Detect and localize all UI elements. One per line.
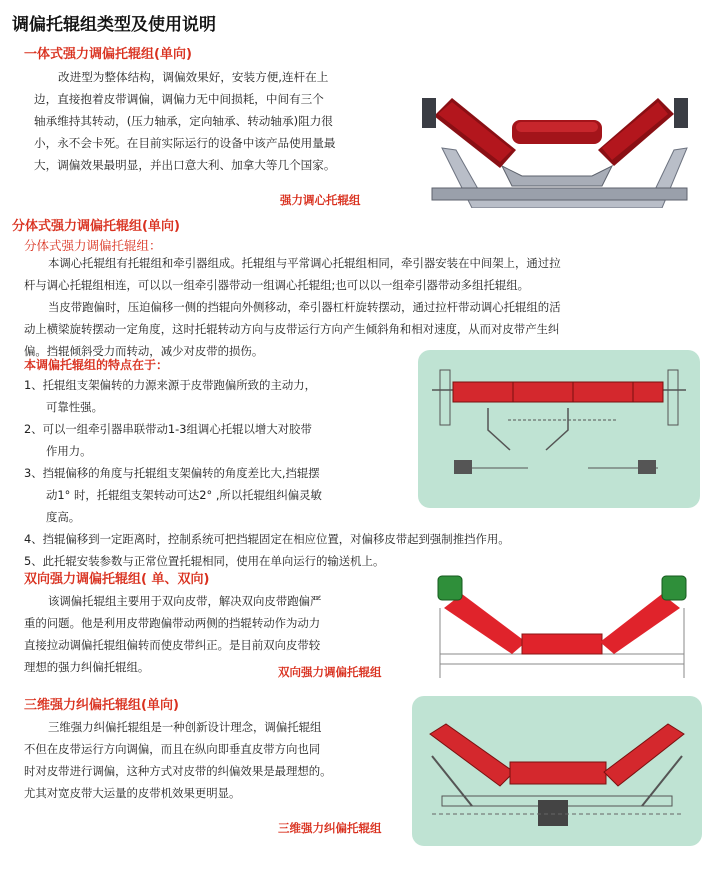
list-item: 4、挡辊偏移到一定距离时，控制系统可把挡辊固定在相应位置，对偏移皮带起到强制推挡作用。	[24, 532, 510, 546]
section1-caption: 强力调心托辊组	[280, 193, 361, 207]
page-title: 调偏托辊组类型及使用说明	[12, 15, 216, 35]
section4-heading: 三维强力纠偏托辊组(单向)	[24, 698, 179, 713]
section2-body	[24, 252, 700, 362]
section4-caption: 三维强力纠偏托辊组	[278, 821, 382, 835]
text-line: 理想的强力纠偏托辊组。	[24, 660, 150, 674]
text-line: 三维强力纠偏托辊组是一种创新设计理念，调偏托辊组	[48, 720, 322, 734]
text-line: 直接拉动调偏托辊组偏转而使皮带纠正。是目前双向皮带较	[24, 638, 321, 652]
text-line: 轴承维持其转动，(压力轴承，定向轴承、转动轴承)阻力很	[34, 114, 333, 128]
text-line: 时对皮带进行调偏，这种方式对皮带的纠偏效果是最理想的。	[24, 764, 332, 778]
idler-diagram-4	[412, 696, 702, 846]
roller-center	[512, 120, 602, 144]
list-item: 动1° 时，托辊组支架转动可达2° ,所以托辊组纠偏灵敏	[46, 488, 322, 502]
text-line: 改进型为整体结构，调偏效果好，安装方便,连杆在上	[58, 70, 329, 84]
section3-heading: 双向强力调偏托辊组( 单、双向)	[24, 572, 210, 587]
list-item: 1、托辊组支架偏转的力源来源于皮带跑偏所致的主动力，	[24, 378, 317, 392]
text-line: 重的问题。他是利用皮带跑偏带动两侧的挡辊转动作为动力	[24, 616, 321, 630]
section1-body	[34, 66, 404, 176]
text-line: 该调偏托辊组主要用于双向皮带，解决双向皮带跑偏严	[48, 594, 322, 608]
text-line: 本调心托辊组有托辊组和牵引器组成。托辊组与平常调心托辊组相同，牵引器安装在中间架上，通过拉	[48, 256, 561, 270]
section4-body	[24, 716, 408, 804]
list-item: 度高。	[46, 510, 81, 524]
text-line: 偏。挡辊倾斜受力而转动，减少对皮带的损伤。	[24, 344, 264, 358]
list-item: 2、可以一组牵引器串联带动1-3组调心托辊以增大对胶带	[24, 422, 312, 436]
idler-diagram-3	[422, 568, 702, 686]
text-line: 尤其对宽皮带大运量的皮带机效果更明显。	[24, 786, 241, 800]
text-line: 小，永不会卡死。在目前实际运行的设备中该产品使用量最	[34, 136, 336, 150]
text-line: 杆与调心托辊组相连，可以以一组牵引器带动一组调心托辊组;也可以以一组牵引器带动多组托辊组。	[24, 278, 530, 292]
text-line: 大，调偏效果最明显，并出口意大利、加拿大等几个国家。	[34, 158, 336, 172]
features-heading: 本调偏托辊组的特点在于：	[24, 358, 169, 372]
text-line: 不但在皮带运行方向调偏，而且在纵向即垂直皮带方向也同	[24, 742, 321, 756]
list-item: 3、挡辊偏移的角度与托辊组支架偏转的角度差比大,挡辊摆	[24, 466, 320, 480]
list-item: 作用力。	[46, 444, 92, 458]
list-item: 5、此托辊安装参数与正常位置托辊相同，使用在单向运行的输送机上。	[24, 554, 385, 568]
text-line: 当皮带跑偏时，压迫偏移一侧的挡辊向外侧移动，牵引器杠杆旋转摆动，通过拉杆带动调心托辊组的活	[48, 300, 561, 314]
idler-diagram-2	[418, 350, 700, 508]
idler-photo-1	[412, 58, 702, 208]
section1-heading: 一体式强力调偏托辊组(单向)	[24, 47, 192, 62]
section3-caption: 双向强力调偏托辊组	[278, 665, 382, 679]
text-line: 边，直接抱着皮带调偏，调偏力无中间损耗，中间有三个	[34, 92, 324, 106]
text-line: 动上横梁旋转摆动一定角度，这时托辊转动方向与皮带运行方向产生倾斜角和相对速度，从而对皮带产生纠	[24, 322, 560, 336]
section2-heading: 分体式强力调偏托辊组(单向)	[12, 219, 180, 234]
list-item: 可靠性强。	[46, 400, 103, 414]
section2-subheading: 分体式强力调偏托辊组：	[24, 238, 162, 253]
